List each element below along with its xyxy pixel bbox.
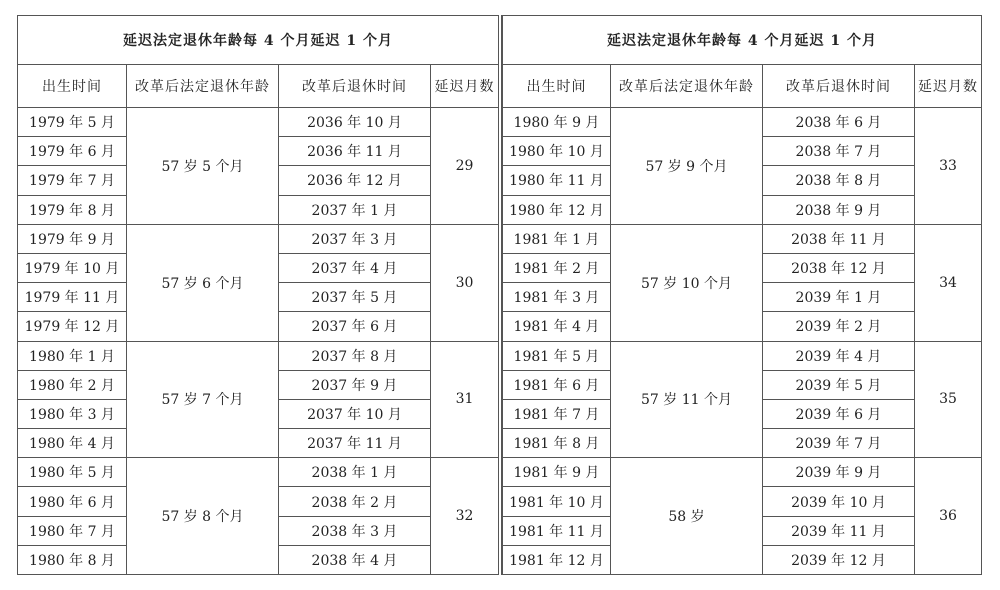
birth-time-cell: 1980 年 2 月 — [18, 370, 127, 399]
birth-time-cell: 1981 年 4 月 — [503, 312, 611, 341]
birth-time-cell: 1980 年 3 月 — [18, 399, 127, 428]
retirement-age-cell: 57 岁 11 个月 — [611, 341, 763, 458]
birth-time-cell: 1981 年 12 月 — [503, 545, 611, 574]
header-birth-time: 出生时间 — [18, 65, 127, 108]
birth-time-cell: 1980 年 9 月 — [503, 108, 611, 137]
retirement-time-cell: 2037 年 10 月 — [279, 399, 431, 428]
retirement-age-cell: 58 岁 — [611, 458, 763, 575]
retirement-age-cell: 57 岁 8 个月 — [127, 458, 279, 575]
birth-time-cell: 1979 年 12 月 — [18, 312, 127, 341]
birth-time-cell: 1980 年 1 月 — [18, 341, 127, 370]
delay-months-cell: 31 — [431, 341, 499, 458]
header-retirement-age: 改革后法定退休年龄 — [611, 65, 763, 108]
header-birth-time: 出生时间 — [503, 65, 611, 108]
birth-time-cell: 1980 年 10 月 — [503, 137, 611, 166]
retirement-time-cell: 2037 年 1 月 — [279, 195, 431, 224]
retirement-time-cell: 2039 年 12 月 — [763, 545, 915, 574]
retirement-time-cell: 2039 年 9 月 — [763, 458, 915, 487]
delay-months-cell: 34 — [915, 224, 982, 341]
birth-time-cell: 1981 年 7 月 — [503, 399, 611, 428]
retirement-time-cell: 2039 年 7 月 — [763, 429, 915, 458]
retirement-time-cell: 2037 年 3 月 — [279, 224, 431, 253]
delay-months-cell: 35 — [915, 341, 982, 458]
birth-time-cell: 1981 年 9 月 — [503, 458, 611, 487]
birth-time-cell: 1981 年 1 月 — [503, 224, 611, 253]
birth-time-cell: 1979 年 7 月 — [18, 166, 127, 195]
retirement-time-cell: 2038 年 3 月 — [279, 516, 431, 545]
birth-time-cell: 1980 年 4 月 — [18, 429, 127, 458]
delay-months-cell: 32 — [431, 458, 499, 575]
retirement-age-cell: 57 岁 6 个月 — [127, 224, 279, 341]
birth-time-cell: 1980 年 6 月 — [18, 487, 127, 516]
table-row — [18, 224, 499, 253]
retirement-time-cell: 2037 年 4 月 — [279, 253, 431, 282]
table-row — [18, 341, 499, 370]
retirement-time-cell: 2037 年 8 月 — [279, 341, 431, 370]
retirement-age-cell: 57 岁 7 个月 — [127, 341, 279, 458]
retirement-time-cell: 2038 年 8 月 — [763, 166, 915, 195]
birth-time-cell: 1981 年 3 月 — [503, 283, 611, 312]
retirement-time-cell: 2037 年 11 月 — [279, 429, 431, 458]
birth-time-cell: 1979 年 10 月 — [18, 253, 127, 282]
birth-time-cell: 1979 年 6 月 — [18, 137, 127, 166]
birth-time-cell: 1981 年 2 月 — [503, 253, 611, 282]
retirement-time-cell: 2037 年 9 月 — [279, 370, 431, 399]
retirement-table-right — [502, 15, 982, 575]
birth-time-cell: 1979 年 9 月 — [18, 224, 127, 253]
retirement-age-cell: 57 岁 5 个月 — [127, 108, 279, 225]
retirement-time-cell: 2039 年 11 月 — [763, 516, 915, 545]
header-retirement-age: 改革后法定退休年龄 — [127, 65, 279, 108]
retirement-time-cell: 2038 年 4 月 — [279, 545, 431, 574]
retirement-time-cell: 2039 年 2 月 — [763, 312, 915, 341]
birth-time-cell: 1979 年 5 月 — [18, 108, 127, 137]
delay-months-cell: 33 — [915, 108, 982, 225]
birth-time-cell: 1980 年 11 月 — [503, 166, 611, 195]
header-retirement-time: 改革后退休时间 — [763, 65, 915, 108]
left-table-panel — [17, 15, 498, 575]
retirement-time-cell: 2037 年 5 月 — [279, 283, 431, 312]
birth-time-cell: 1981 年 10 月 — [503, 487, 611, 516]
birth-time-cell: 1979 年 8 月 — [18, 195, 127, 224]
retirement-table-left — [17, 15, 499, 575]
retirement-time-cell: 2038 年 6 月 — [763, 108, 915, 137]
table-title: 延迟法定退休年龄每 4 个月延迟 1 个月 — [18, 16, 499, 65]
retirement-time-cell: 2037 年 6 月 — [279, 312, 431, 341]
table-row — [18, 108, 499, 137]
retirement-time-cell: 2039 年 1 月 — [763, 283, 915, 312]
retirement-age-cell: 57 岁 9 个月 — [611, 108, 763, 225]
header-delay-months: 延迟月数 — [431, 65, 499, 108]
birth-time-cell: 1981 年 8 月 — [503, 429, 611, 458]
retirement-time-cell: 2036 年 11 月 — [279, 137, 431, 166]
table-row — [503, 458, 982, 487]
table-row — [18, 458, 499, 487]
birth-time-cell: 1981 年 11 月 — [503, 516, 611, 545]
retirement-time-cell: 2038 年 2 月 — [279, 487, 431, 516]
retirement-time-cell: 2038 年 12 月 — [763, 253, 915, 282]
header-retirement-time: 改革后退休时间 — [279, 65, 431, 108]
delay-months-cell: 29 — [431, 108, 499, 225]
retirement-time-cell: 2039 年 10 月 — [763, 487, 915, 516]
birth-time-cell: 1980 年 5 月 — [18, 458, 127, 487]
retirement-time-cell: 2038 年 11 月 — [763, 224, 915, 253]
table-title: 延迟法定退休年龄每 4 个月延迟 1 个月 — [503, 16, 982, 65]
table-row — [503, 341, 982, 370]
retirement-time-cell: 2038 年 7 月 — [763, 137, 915, 166]
retirement-time-cell: 2039 年 6 月 — [763, 399, 915, 428]
table-row — [503, 224, 982, 253]
header-delay-months: 延迟月数 — [915, 65, 982, 108]
table-divider — [498, 15, 502, 575]
retirement-time-cell: 2036 年 10 月 — [279, 108, 431, 137]
birth-time-cell: 1981 年 5 月 — [503, 341, 611, 370]
retirement-time-cell: 2038 年 1 月 — [279, 458, 431, 487]
retirement-time-cell: 2036 年 12 月 — [279, 166, 431, 195]
delay-months-cell: 30 — [431, 224, 499, 341]
birth-time-cell: 1981 年 6 月 — [503, 370, 611, 399]
right-table-panel — [502, 15, 981, 575]
birth-time-cell: 1980 年 7 月 — [18, 516, 127, 545]
retirement-time-cell: 2039 年 4 月 — [763, 341, 915, 370]
retirement-time-cell: 2038 年 9 月 — [763, 195, 915, 224]
table-row — [503, 108, 982, 137]
retirement-age-cell: 57 岁 10 个月 — [611, 224, 763, 341]
delay-months-cell: 36 — [915, 458, 982, 575]
birth-time-cell: 1980 年 8 月 — [18, 545, 127, 574]
retirement-time-cell: 2039 年 5 月 — [763, 370, 915, 399]
birth-time-cell: 1979 年 11 月 — [18, 283, 127, 312]
birth-time-cell: 1980 年 12 月 — [503, 195, 611, 224]
